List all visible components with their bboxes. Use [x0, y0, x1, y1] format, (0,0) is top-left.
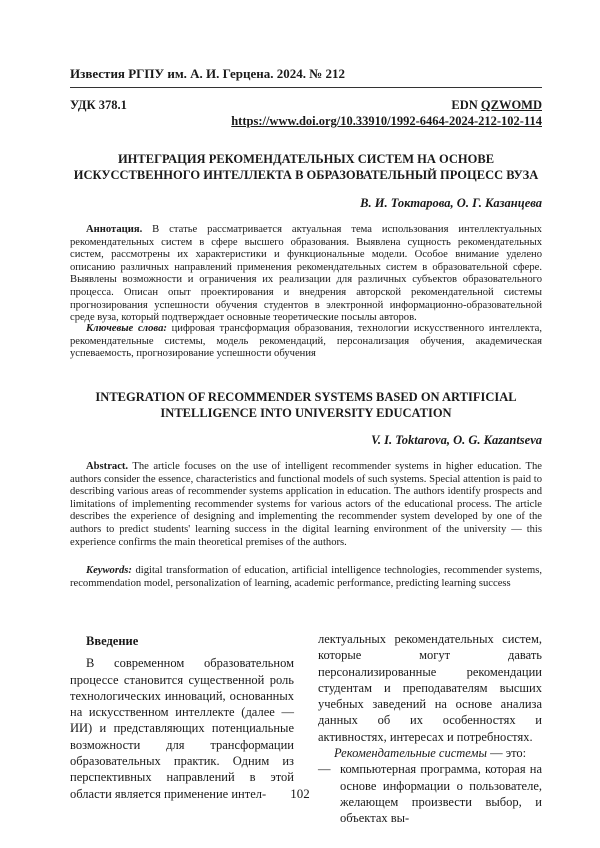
definition-rest: — это: — [486, 746, 527, 761]
body-left-column — [70, 633, 294, 802]
doi-link[interactable]: https://www.doi.org/10.33910/1992-6464-2024-212-102-114 — [231, 114, 542, 128]
ru-title-line-1: ИНТЕГРАЦИЯ РЕКОМЕНДАТЕЛЬНЫХ СИСТЕМ НА ОСНОВЕ — [117, 152, 495, 166]
ru-authors: В. И. Токтарова, О. Г. Казанцева — [360, 196, 542, 210]
en-keywords — [70, 565, 542, 590]
page-number: 102 — [290, 786, 310, 801]
journal-header: Известия РГПУ им. А. И. Герцена. 2024. № 212 — [70, 66, 346, 81]
en-title-line-1: INTEGRATION OF RECOMMENDER SYSTEMS BASED ON ARTIFICIAL — [95, 390, 517, 404]
ru-keywords-label: Ключевые слова: — [86, 323, 167, 334]
ru-abstract-label: Аннотация. — [86, 224, 143, 235]
en-authors: V. I. Toktarova, O. G. Kazantseva — [371, 433, 542, 447]
intro-paragraph: В современном образовательном процессе становится существенной роль технологических инноваций, основанных на искусственном интеллекте (далее — ИИ) и представляющих потенциальные возможности для трансформации образовательных практик. Одним из перспективных направлений в этой области является применение интел- — [70, 656, 294, 801]
list-item-text: компьютерная программа, которая на основе информации о пользователе, желающем произвести выбор, и объектах вы- — [340, 762, 542, 826]
en-title-line-2: INTELLIGENCE INTO UNIVERSITY EDUCATION — [160, 406, 452, 420]
en-title — [70, 389, 542, 421]
ru-abstract — [70, 224, 542, 325]
edn-identifier — [451, 98, 542, 113]
definition-line — [318, 745, 542, 761]
ru-keywords — [70, 323, 542, 361]
en-abstract-label: Abstract. — [86, 461, 129, 472]
en-abstract — [70, 461, 542, 549]
intro-heading: Введение — [86, 634, 139, 648]
continued-paragraph: лектуальных рекомендательных систем, которые могут давать персонализированные рекомендации студентам и преподавателям высших учебных заведений на основе анализа данных об их особенностях и активностях, интересах и потребностях. — [318, 632, 542, 744]
ru-abstract-text: В статье рассматривается актуальная тема использования интеллектуальных рекомендательных систем в сфере высшего образования. Выявлена сущность рекомендательных систем, рассмотрены их характеристики и функциональные модели. Особое внимание уделено описанию различных направлений применения рекомендательных систем в образовательной сфере. Выявлены возможности и ограничения их реализации для различных субъектов образовательного процесса. Описан опыт проектирования и внедрения авторской рекомендательной системы прогнозирования успешности обучения студентов в электронной информационно-образовательной среде вуза, который подтверждает основные теоретические посылы авторов. — [70, 224, 542, 324]
edn-code[interactable]: QZWOMD — [480, 98, 542, 112]
en-keywords-label: Keywords: — [86, 565, 132, 576]
ru-title — [70, 151, 542, 183]
ru-keywords-text: цифровая трансформация образования, технологии искусственного интеллекта, рекомендательные системы, модель рекомендаций, персонализация обучения, академическая успеваемость, прогнозирование успешности обучения — [70, 323, 542, 360]
list-dash: — — [318, 762, 331, 777]
en-keywords-text: digital transformation of education, artificial intelligence technologies, recommender systems, recommendation model, personalization of learning, academic performance, predicting learning success — [70, 565, 542, 589]
definition-term: Рекомендательные системы — [334, 746, 487, 761]
ru-title-line-2: ИСКУССТВЕННОГО ИНТЕЛЛЕКТА В ОБРАЗОВАТЕЛЬНЫЙ ПРОЦЕСС ВУЗА — [73, 168, 539, 182]
en-abstract-text: The article focuses on the use of intelligent recommender systems in higher education. The authors consider the essence, characteristics and functional models of such systems. Special attention is paid to describing various areas of recommender systems application in education. The authors identify prospects and limitations of implementing recommender systems for various actors of the educational process. The article describes the experience of designing and implementing the recommender system developed by one of the authors to predict students' learning success in the digital learning environment of the university — this experience confirms the main theoretical premises of the authors. — [70, 461, 542, 548]
udk-code: УДК 378.1 — [70, 98, 127, 112]
edn-label: EDN — [451, 98, 478, 112]
header-rule — [70, 87, 542, 88]
